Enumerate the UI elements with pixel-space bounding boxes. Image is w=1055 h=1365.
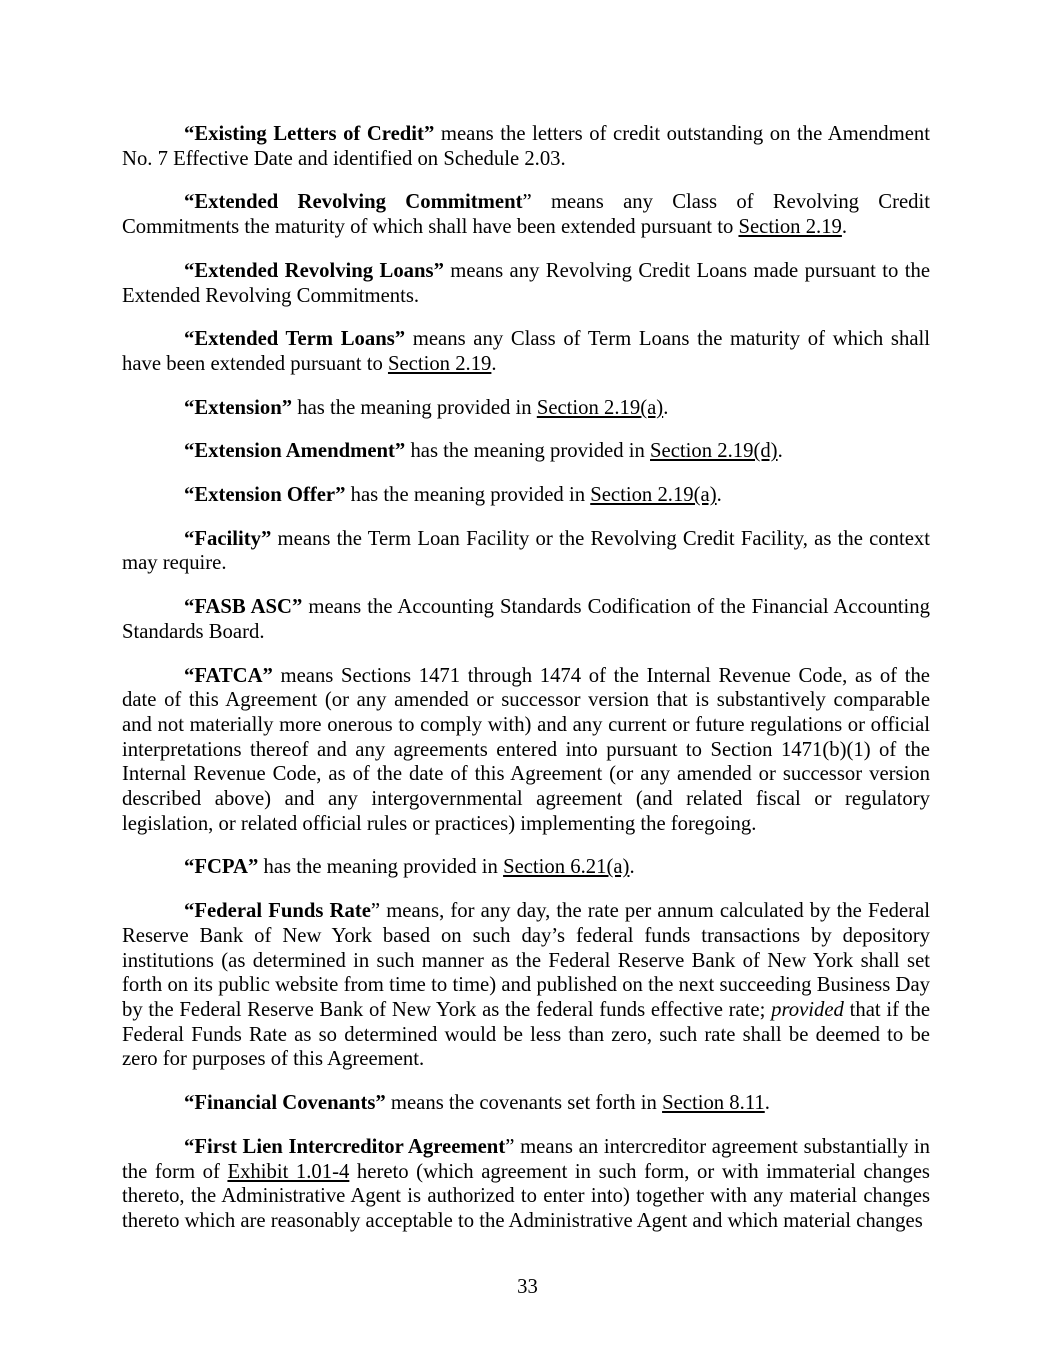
- defined-term: “First Lien Intercreditor Agreement: [184, 1135, 506, 1158]
- text-run: ” means, for any day, the rate per annum calculated by the Federal Reserve Bank of New York based on such day’s federal funds transactions by depository institutions (as determined in such manner as the Federal Reserve Bank of New York shall set forth on its public website from time to time) and published on the next succeeding Business Day by the Federal Reserve Bank of New York as the federal funds effective rate;: [122, 900, 930, 1021]
- defined-term: “Extended Revolving Commitment: [184, 191, 523, 214]
- text-run: means any Revolving Credit Loans made pursuant to the Extended Revolving Commitments.: [122, 259, 931, 307]
- defined-term: “Extension Amendment”: [184, 440, 406, 463]
- text-run: .: [716, 484, 722, 507]
- paragraph: [122, 855, 930, 880]
- defined-term: “Extended Revolving Loans”: [184, 259, 444, 282]
- text-run: means Sections 1471 through 1474 of the Internal Revenue Code, as of the date of this Agreement (or any amended or successor version that is substantively comparable and not materially more onerous to comply with) and any current or future regulations or official interpretations thereof and any agreements entered into pursuant to Section 1471(b)(1) of the Internal Revenue Code, as of the date of this Agreement (or any amended or successor version described above) and any intergovernmental agreement (and related fiscal or regulatory legislation, or related official rules or practices) implementing the foregoing.: [122, 664, 930, 835]
- text-run: has the meaning provided in: [345, 484, 591, 507]
- section-ref-link[interactable]: Section 2.19(a): [590, 484, 717, 507]
- paragraph: [122, 122, 930, 171]
- paragraph: [122, 664, 930, 837]
- paragraph: [122, 483, 930, 508]
- defined-term: “Financial Covenants”: [184, 1092, 386, 1115]
- text-run: has the meaning provided in: [258, 856, 504, 879]
- defined-term: “Facility”: [184, 527, 272, 550]
- text-run: means any Class of Term Loans the maturity of which shall have been extended pursuant to: [122, 328, 930, 375]
- paragraph: [122, 190, 930, 239]
- paragraph: [122, 899, 930, 1072]
- paragraph: [122, 327, 930, 376]
- paragraph: [122, 259, 930, 308]
- paragraph: [122, 595, 930, 644]
- paragraph: [122, 439, 930, 464]
- page-number: 33: [517, 1276, 538, 1298]
- text-run: ” means any Class of Revolving Credit Commitments the maturity of which shall have been extended pursuant to: [122, 191, 930, 239]
- text-run: that if the Federal Funds Rate as so determined would be less than zero, such rate shall be deemed to be zero for purposes of this Agreement.: [122, 998, 930, 1071]
- defined-term: “Federal Funds Rate: [184, 900, 371, 923]
- paragraph: [122, 1091, 930, 1116]
- defined-term: “FASB ASC”: [184, 596, 303, 619]
- text-run: means the letters of credit outstanding on the Amendment No. 7 Effective Date and identified on Schedule 2.03.: [122, 123, 931, 170]
- text-run: hereto (which agreement in such form, or with immaterial changes thereto, the Administrative Agent is authorized to enter into) together with any material changes thereto which are reasonably acceptable to the Administrative Agent and which material changes: [122, 1160, 930, 1232]
- defined-term: “FATCA”: [184, 664, 273, 687]
- defined-term: “Extended Term Loans”: [184, 328, 406, 351]
- text-run: has the meaning provided in: [405, 440, 651, 463]
- defined-term: “FCPA”: [184, 856, 259, 879]
- paragraph: [122, 396, 930, 421]
- text-run: has the meaning provided in: [292, 396, 537, 419]
- section-ref-link[interactable]: Section 2.19(d): [650, 440, 778, 463]
- text-run: .: [663, 396, 669, 419]
- paragraph: [122, 1135, 930, 1234]
- section-ref-link[interactable]: Section 8.11: [662, 1092, 765, 1115]
- section-ref-link[interactable]: Section 2.19(a): [536, 396, 664, 419]
- section-ref-link[interactable]: Section 2.19: [738, 216, 842, 239]
- defined-term: “Existing Letters of Credit”: [184, 123, 435, 145]
- text-run: means the Term Loan Facility or the Revolving Credit Facility, as the context may require.: [122, 527, 930, 575]
- section-ref-link[interactable]: Exhibit 1.01-4: [227, 1160, 350, 1183]
- text-run: provided: [771, 998, 844, 1021]
- text-run: ” means an intercreditor agreement substantially in the form of: [122, 1135, 930, 1183]
- defined-term: “Extension Offer”: [184, 484, 346, 507]
- text-run: means the covenants set forth in: [385, 1092, 663, 1115]
- section-ref-link[interactable]: Section 2.19: [387, 352, 492, 375]
- section-ref-link[interactable]: Section 6.21(a): [503, 856, 630, 879]
- text-run: .: [764, 1092, 770, 1115]
- defined-term: “Extension”: [184, 396, 293, 419]
- paragraph: [122, 527, 930, 576]
- text-run: .: [629, 856, 635, 879]
- text-run: .: [841, 216, 848, 239]
- document-body: [122, 122, 930, 1234]
- text-run: .: [777, 440, 783, 463]
- text-run: .: [491, 352, 497, 375]
- text-run: means the Accounting Standards Codification of the Financial Accounting Standards Board.: [122, 596, 930, 643]
